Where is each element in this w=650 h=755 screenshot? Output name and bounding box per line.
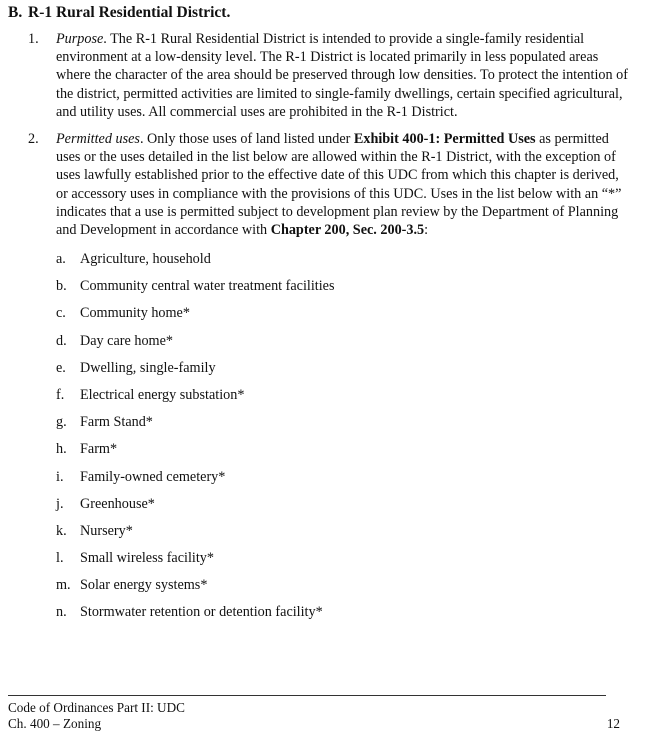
list-item-letter: b. [56, 278, 67, 295]
list-item-letter: l. [56, 550, 64, 567]
list-item-letter: f. [56, 386, 65, 403]
permitted-uses-text-c: : [424, 222, 429, 239]
list-item-text: Community central water treatment facilities [80, 278, 335, 295]
list-item [56, 522, 335, 549]
list-item-letter: g. [56, 414, 67, 431]
permitted-uses-paragraph [28, 130, 628, 239]
list-item [56, 250, 335, 277]
list-item-letter: m. [56, 577, 71, 594]
list-item-text: Family-owned cemetery* [80, 468, 226, 485]
purpose-label-punct: . [103, 31, 107, 47]
chapter-reference: Chapter 200, Sec. 200-3.5 [270, 222, 425, 239]
list-item-letter: i. [56, 468, 64, 485]
page-footer [8, 700, 620, 732]
list-item [56, 603, 335, 630]
list-item [56, 277, 335, 304]
list-item-letter: a. [56, 251, 66, 267]
purpose-paragraph [28, 30, 628, 121]
list-item-text: Solar energy systems* [80, 577, 208, 594]
list-item-text: Nursery* [80, 522, 133, 539]
section-title: R-1 Rural Residential District. [28, 4, 231, 21]
list-item-text: Farm* [80, 441, 118, 458]
list-item-letter: c. [56, 305, 66, 322]
permitted-uses-text-b: as permitted uses or the uses detailed in the list below are allowed within the R-1 District, with the exception of uses lawfully established prior to the effective date of this UDC from which this chapter is derived, or accessory uses in compliance with the provisions of this UDC. Uses in the list below with an “*” indicates that a use is permitted subject to development plan review by the Department of Planning and Development in accordance with [56, 131, 622, 239]
list-item-letter: k. [56, 522, 67, 539]
footer-code-title: Code of Ordinances Part II: UDC [8, 700, 185, 715]
list-item [56, 386, 335, 413]
footer-divider [8, 695, 606, 696]
list-item [56, 576, 335, 603]
list-item-letter: h. [56, 441, 67, 458]
list-item [56, 468, 335, 495]
list-item-text: Electrical energy substation* [80, 386, 245, 403]
list-item [56, 440, 335, 467]
list-item [56, 359, 335, 386]
list-item-text: Dwelling, single-family [80, 359, 216, 376]
permitted-uses-text-a: Only those uses of land listed under [143, 131, 354, 147]
page-number: 12 [606, 716, 620, 731]
purpose-label: Purpose [56, 31, 104, 47]
list-item [56, 332, 335, 359]
list-item [56, 495, 335, 522]
list-item-letter: e. [56, 359, 66, 376]
list-item-text: Stormwater retention or detention facility* [80, 604, 323, 621]
permitted-uses-label: Permitted uses [56, 131, 140, 147]
section-letter: B. [8, 4, 23, 21]
list-item-letter: n. [56, 604, 67, 621]
list-item-text: Small wireless facility* [80, 550, 214, 567]
list-item-text: Day care home* [80, 332, 173, 349]
purpose-body [56, 30, 628, 121]
list-item-text: Agriculture, household [80, 251, 211, 267]
exhibit-reference: Exhibit 400-1: Permitted Uses [353, 131, 536, 147]
permitted-uses-label-punct: . [139, 131, 144, 147]
section-heading [8, 4, 230, 22]
permitted-uses-list [56, 250, 335, 631]
list-item [56, 413, 335, 440]
list-item [56, 304, 335, 331]
paragraph-number: 2. [28, 131, 39, 147]
list-item-text: Farm Stand* [80, 414, 153, 431]
list-item-text: Greenhouse* [80, 495, 155, 512]
footer-chapter: Ch. 400 – Zoning [8, 716, 102, 731]
paragraph-number: 1. [28, 31, 39, 47]
list-item-letter: j. [56, 495, 64, 512]
list-item [56, 549, 335, 576]
permitted-uses-body [56, 130, 628, 239]
list-item-letter: d. [56, 332, 67, 349]
purpose-text: The R-1 Rural Residential District is intended to provide a single-family residential environment at a low-density level. The R-1 District is located primarily in less populated areas where the character of the area should be preserved through low densities. To protect the intention of the district, permitted activities are limited to single-family dwellings, certain specified agricultural, and utility uses. All commercial uses are prohibited in the R-1 District. [56, 31, 628, 120]
list-item-text: Community home* [80, 305, 190, 322]
